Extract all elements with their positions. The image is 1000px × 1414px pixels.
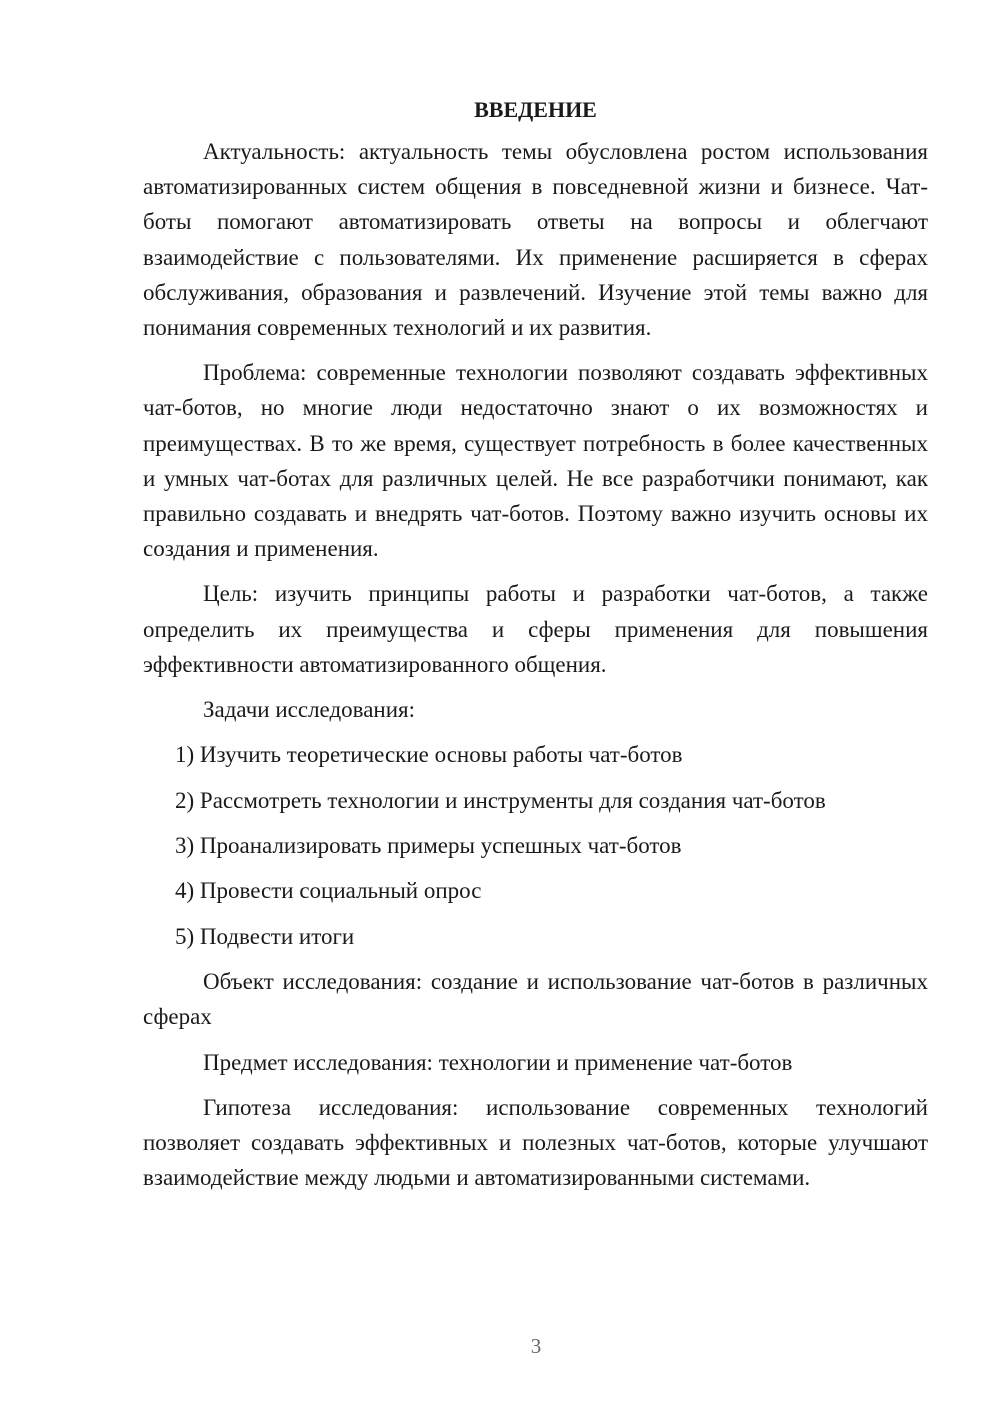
list-item: 3) Проанализировать примеры успешных чат-ботов [175,833,682,859]
paragraph-problem: Проблема: современные технологии позволяют создавать эффективных чат-ботов, но многие люди недостаточно знают о их возможностях и преимуществах. В то же время, существует потребность в более качественных и умных чат-ботах для различных целей. Не все разработчики понимают, как правильно создавать и внедрять чат-ботов. Поэтому важно изучить основы их создания и применения. [143,360,928,562]
page-number: 3 [530,1334,542,1358]
list-item: 5) Подвести итоги [175,923,355,949]
page-content [143,92,928,1205]
paragraph-relevance: Актуальность: актуальность темы обусловлена ростом использования автоматизированных систем общения в повседневной жизни и бизнесе. Чат-боты помогают автоматизировать ответы на вопросы и облегчают взаимодействие с пользователями. Их применение расширяется в сферах обслуживания, образования и развлечений. Изучение этой темы важно для понимания современных технологий и их развития. [143,139,928,341]
list-item: 2) Рассмотреть технологии и инструменты для создания чат-ботов [175,787,826,813]
tasks-heading: Задачи исследования: [203,697,416,723]
paragraph-goal: Цель: изучить принципы работы и разработки чат-ботов, а также определить их преимущества и сферы применения для повышения эффективности автоматизированного общения. [143,581,928,677]
list-item: 4) Провести социальный опрос [175,878,482,904]
list-item: 1) Изучить теоретические основы работы чат-ботов [175,742,683,768]
paragraph-subject: Предмет исследования: технологии и применение чат-ботов [203,1049,793,1075]
paragraph-object: Объект исследования: создание и использование чат-ботов в различных сферах [143,969,928,1030]
page-title: ВВЕДЕНИЕ [474,97,597,122]
tasks-list [143,737,928,954]
paragraph-hypothesis: Гипотеза исследования: использование современных технологий позволяет создавать эффективных и полезных чат-ботов, которые улучшают взаимодействие между людьми и автоматизированными системами. [143,1094,928,1191]
